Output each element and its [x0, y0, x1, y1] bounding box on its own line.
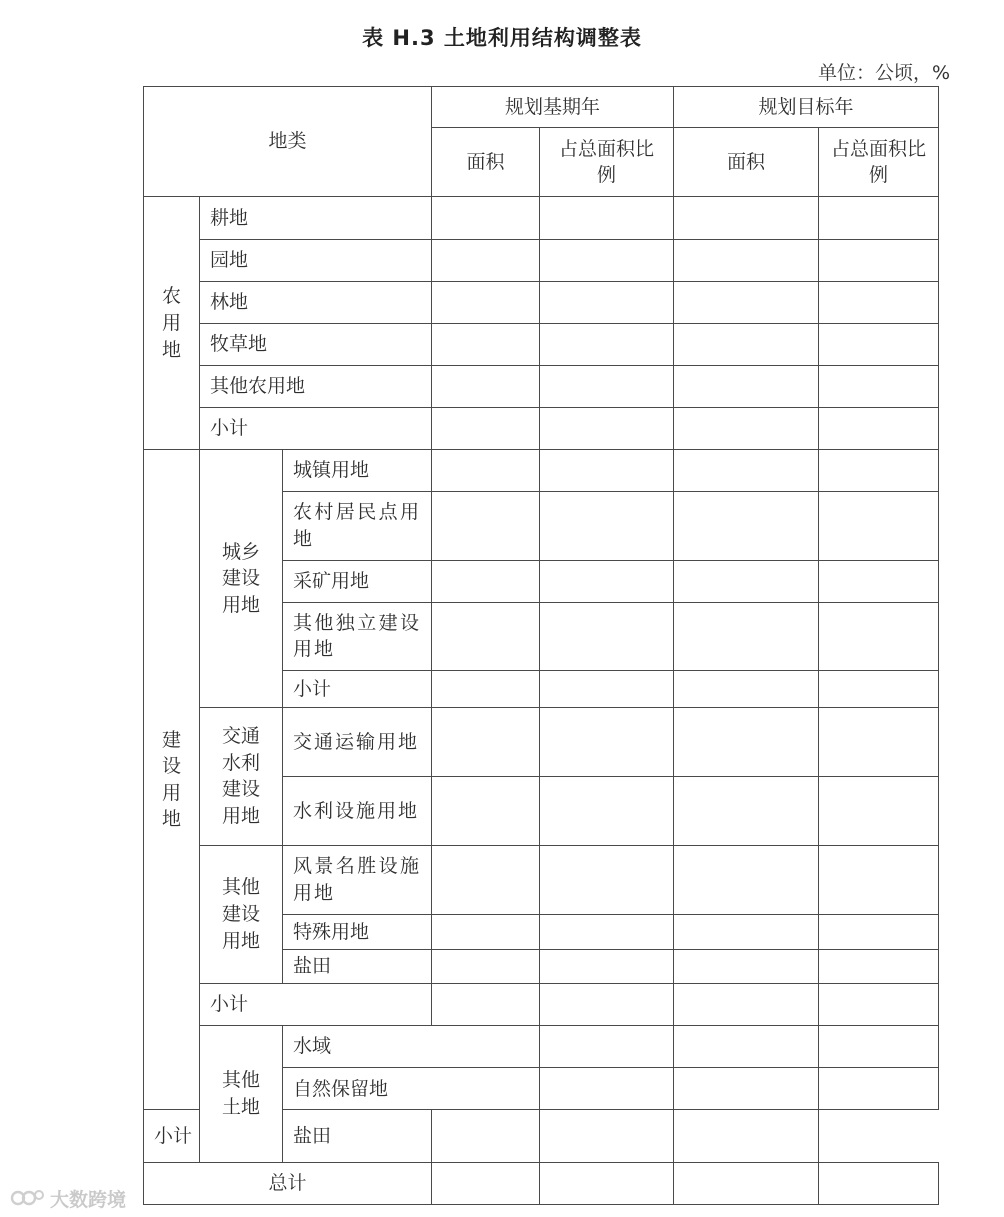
- cell-empty: [540, 281, 674, 323]
- row-urban-land: 城镇用地: [283, 450, 432, 492]
- cell-empty: [540, 1110, 674, 1162]
- cell-empty: [540, 845, 674, 914]
- group-construction: 建设用地: [144, 450, 200, 1110]
- header-target-year: 规划目标年: [674, 87, 939, 128]
- cell-empty: [432, 670, 540, 707]
- cell-empty: [432, 777, 540, 845]
- row-other-independent: 其他独立建设用地: [283, 602, 432, 670]
- cell-empty: [432, 408, 540, 450]
- cell-empty: [819, 408, 939, 450]
- cell-empty: [432, 492, 540, 560]
- cell-empty: [674, 492, 819, 560]
- cell-empty: [819, 492, 939, 560]
- row-forest: 林地: [200, 281, 432, 323]
- subgroup-urban-rural: 城乡建设用地: [200, 450, 283, 708]
- header-land-type: 地类: [144, 87, 432, 197]
- cell-empty: [674, 1110, 819, 1162]
- cell-empty: [540, 602, 674, 670]
- cell-empty: [432, 281, 540, 323]
- cell-empty: [674, 365, 819, 407]
- cell-empty: [540, 408, 674, 450]
- cell-empty: [819, 560, 939, 602]
- cell-empty: [674, 670, 819, 707]
- cell-empty: [819, 450, 939, 492]
- cell-empty: [819, 323, 939, 365]
- header-base-share: 占总面积比例: [540, 128, 674, 197]
- cell-empty: [432, 365, 540, 407]
- cell-empty: [540, 560, 674, 602]
- cell-empty: [540, 197, 674, 239]
- cell-empty: [819, 1026, 939, 1068]
- row-agri-subtotal: 小计: [200, 408, 432, 450]
- land-use-table: [143, 86, 939, 1205]
- cell-empty: [540, 1068, 674, 1110]
- row-cultivated: 耕地: [200, 197, 432, 239]
- cell-empty: [674, 1026, 819, 1068]
- row-mining: 采矿用地: [283, 560, 432, 602]
- cell-empty: [674, 845, 819, 914]
- cell-empty: [674, 197, 819, 239]
- cell-empty: [540, 450, 674, 492]
- row-other-subtotal: 小计: [144, 1110, 283, 1162]
- cell-empty: [432, 949, 540, 983]
- cell-empty: [674, 984, 819, 1026]
- cell-empty: [432, 914, 540, 949]
- cell-empty: [674, 949, 819, 983]
- cell-empty: [432, 323, 540, 365]
- cell-empty: [540, 708, 674, 777]
- cell-empty: [819, 281, 939, 323]
- cell-empty: [674, 450, 819, 492]
- unit-note: 单位：公顷，%: [817, 62, 950, 84]
- header-target-share: 占总面积比例: [819, 128, 939, 197]
- cell-empty: [819, 1068, 939, 1110]
- cell-empty: [819, 197, 939, 239]
- cell-empty: [819, 602, 939, 670]
- row-garden: 园地: [200, 239, 432, 281]
- row-water-facilities: 水利设施用地: [283, 777, 432, 845]
- row-total: 总计: [144, 1162, 432, 1204]
- table-title: 表 H.3 土地利用结构调整表: [362, 26, 642, 50]
- cell-empty: [540, 365, 674, 407]
- group-agricultural: 农用地: [144, 197, 200, 450]
- cell-empty: [540, 777, 674, 845]
- cell-empty: [540, 323, 674, 365]
- cell-empty: [540, 914, 674, 949]
- watermark-logo-icon: [10, 1187, 46, 1209]
- cell-empty: [819, 670, 939, 707]
- cell-empty: [819, 1162, 939, 1204]
- cell-empty: [540, 239, 674, 281]
- row-salt-field: 盐田: [283, 949, 432, 983]
- row-water-area: 水域: [283, 1026, 540, 1068]
- cell-empty: [819, 708, 939, 777]
- row-pasture: 牧草地: [200, 323, 432, 365]
- watermark: [10, 1186, 126, 1210]
- cell-empty: [674, 408, 819, 450]
- row-rural-settlement: 农村居民点用地: [283, 492, 432, 560]
- cell-empty: [432, 845, 540, 914]
- subgroup-other-construction: 其他建设用地: [200, 845, 283, 983]
- cell-empty: [432, 602, 540, 670]
- cell-empty: [819, 949, 939, 983]
- watermark-text: 大数跨境: [50, 1188, 127, 1211]
- cell-other-subtotal-base-area: 盐田: [283, 1110, 432, 1162]
- cell-empty: [674, 1068, 819, 1110]
- cell-empty: [432, 239, 540, 281]
- cell-empty: [432, 1110, 540, 1162]
- cell-empty: [674, 239, 819, 281]
- row-scenic: 风景名胜设施用地: [283, 845, 432, 914]
- cell-empty: [674, 708, 819, 777]
- subgroup-transport-water: 交通水利建设用地: [200, 708, 283, 845]
- cell-empty: [674, 602, 819, 670]
- cell-empty: [819, 845, 939, 914]
- row-ur-subtotal: 小计: [283, 670, 432, 707]
- cell-empty: [432, 197, 540, 239]
- cell-empty: [819, 914, 939, 949]
- cell-empty: [819, 239, 939, 281]
- cell-empty: [674, 560, 819, 602]
- cell-empty: [674, 323, 819, 365]
- header-target-area: 面积: [674, 128, 819, 197]
- header-base-area: 面积: [432, 128, 540, 197]
- cell-empty: [819, 984, 939, 1026]
- cell-empty: [540, 984, 674, 1026]
- cell-empty: [540, 492, 674, 560]
- cell-empty: [540, 670, 674, 707]
- cell-empty: [540, 1026, 674, 1068]
- group-other-land: 其他土地: [200, 1026, 283, 1162]
- row-other-agricultural: 其他农用地: [200, 365, 432, 407]
- cell-empty: [674, 777, 819, 845]
- row-transport: 交通运输用地: [283, 708, 432, 777]
- cell-empty: [819, 365, 939, 407]
- cell-empty: [432, 984, 540, 1026]
- row-special: 特殊用地: [283, 914, 432, 949]
- cell-empty: [432, 450, 540, 492]
- cell-empty: [674, 1162, 819, 1204]
- cell-empty: [540, 949, 674, 983]
- cell-empty: [540, 1162, 674, 1204]
- header-base-year: 规划基期年: [432, 87, 674, 128]
- row-construction-subtotal: 小计: [200, 984, 432, 1026]
- cell-empty: [819, 777, 939, 845]
- cell-empty: [674, 281, 819, 323]
- row-natural-reserve: 自然保留地: [283, 1068, 540, 1110]
- cell-empty: [674, 914, 819, 949]
- cell-empty: [432, 1162, 540, 1204]
- cell-empty: [432, 708, 540, 777]
- cell-empty: [432, 560, 540, 602]
